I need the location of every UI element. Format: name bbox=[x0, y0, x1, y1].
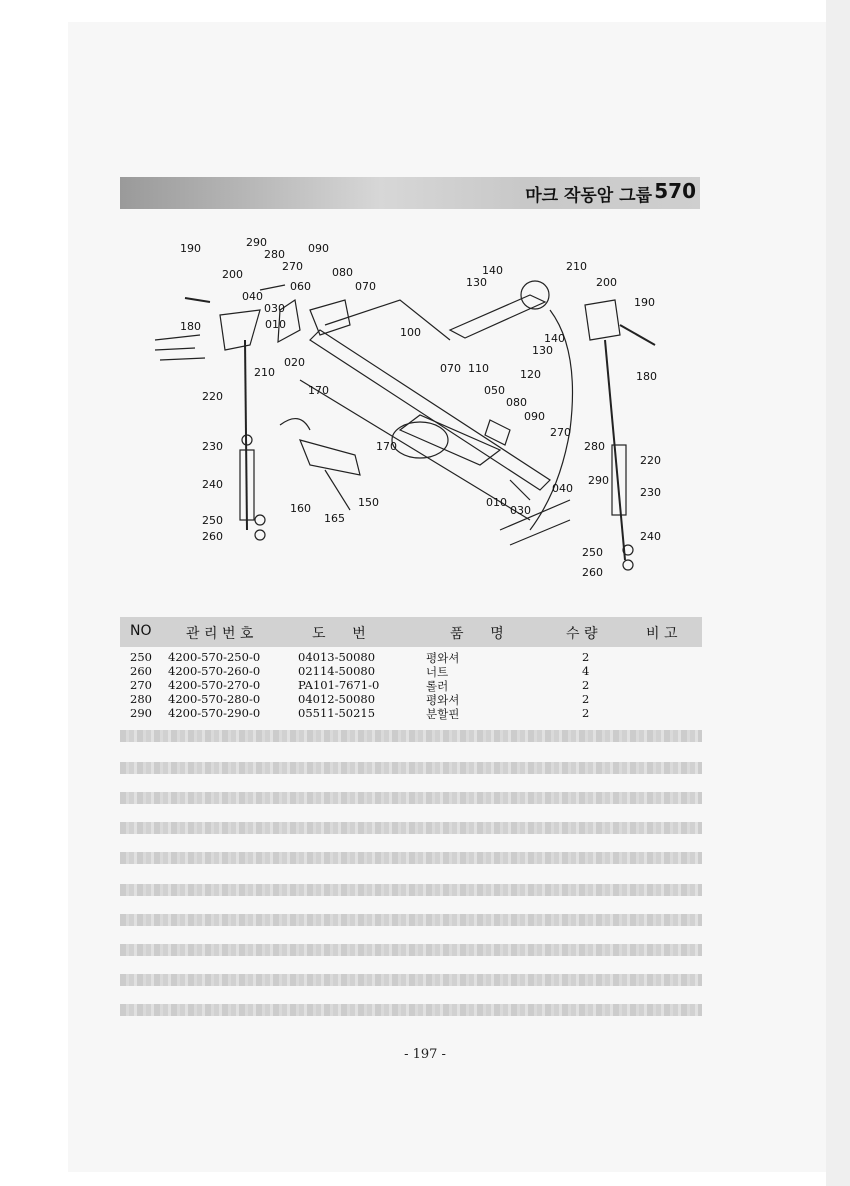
cell-part-name: 롤러 bbox=[426, 679, 449, 693]
callout: 180 bbox=[636, 370, 657, 383]
callout: 250 bbox=[202, 514, 223, 527]
callout: 290 bbox=[246, 236, 267, 249]
redacted-row bbox=[120, 762, 702, 774]
callout: 170 bbox=[308, 384, 329, 397]
callout: 170 bbox=[376, 440, 397, 453]
header-qty: 수 량 bbox=[566, 626, 598, 642]
callout: 080 bbox=[332, 266, 353, 279]
callout: 190 bbox=[180, 242, 201, 255]
callout: 130 bbox=[532, 344, 553, 357]
callout: 220 bbox=[202, 390, 223, 403]
diagram-svg bbox=[150, 230, 690, 590]
callout: 140 bbox=[544, 332, 565, 345]
callout: 020 bbox=[284, 356, 305, 369]
table-row bbox=[120, 692, 702, 706]
header-part-name: 품 명 bbox=[450, 626, 504, 642]
callout: 120 bbox=[520, 368, 541, 381]
header-mgmt-no: 관 리 번 호 bbox=[186, 626, 254, 642]
page-number: - 197 - bbox=[404, 1047, 446, 1062]
callout: 070 bbox=[440, 362, 461, 375]
header-remarks: 비 고 bbox=[646, 626, 678, 642]
cell-mgmt-no: 4200-570-280-0 bbox=[168, 692, 261, 706]
callout: 190 bbox=[634, 296, 655, 309]
callout: 090 bbox=[524, 410, 545, 423]
callout: 270 bbox=[550, 426, 571, 439]
callout: 010 bbox=[265, 318, 286, 331]
table-row bbox=[120, 678, 702, 692]
callout: 030 bbox=[510, 504, 531, 517]
cell-drawing-no: PA101-7671-0 bbox=[298, 678, 380, 692]
diagram-callouts bbox=[180, 236, 661, 579]
group-code: 570 bbox=[654, 179, 696, 203]
redacted-row bbox=[120, 974, 702, 986]
callout: 150 bbox=[358, 496, 379, 509]
redacted-row bbox=[120, 852, 702, 864]
redacted-row bbox=[120, 792, 702, 804]
callout: 040 bbox=[552, 482, 573, 495]
callout: 140 bbox=[482, 264, 503, 277]
redacted-row bbox=[120, 944, 702, 956]
callout: 110 bbox=[468, 362, 489, 375]
scan-edge bbox=[826, 0, 850, 1186]
callout: 050 bbox=[484, 384, 505, 397]
callout: 200 bbox=[596, 276, 617, 289]
redacted-row bbox=[120, 1004, 702, 1016]
cell-qty: 2 bbox=[582, 706, 590, 720]
exploded-parts-diagram bbox=[150, 230, 690, 590]
header-drawing-no: 도 번 bbox=[312, 626, 366, 642]
diagram-linework bbox=[155, 281, 655, 570]
table-row bbox=[120, 650, 702, 664]
redacted-row bbox=[120, 914, 702, 926]
callout: 160 bbox=[290, 502, 311, 515]
callout: 270 bbox=[282, 260, 303, 273]
callout: 230 bbox=[202, 440, 223, 453]
callout: 240 bbox=[640, 530, 661, 543]
callout: 250 bbox=[582, 546, 603, 559]
cell-part-name: 너트 bbox=[426, 665, 449, 679]
cell-mgmt-no: 4200-570-270-0 bbox=[168, 678, 261, 692]
cell-drawing-no: 04012-50080 bbox=[298, 692, 376, 706]
callout: 010 bbox=[486, 496, 507, 509]
callout: 180 bbox=[180, 320, 201, 333]
cell-drawing-no: 04013-50080 bbox=[298, 650, 376, 664]
callout: 165 bbox=[324, 512, 345, 525]
callout: 230 bbox=[640, 486, 661, 499]
cell-no: 250 bbox=[130, 650, 152, 664]
parts-table-body bbox=[120, 650, 702, 720]
callout: 030 bbox=[264, 302, 285, 315]
cell-no: 290 bbox=[130, 706, 152, 720]
callout: 080 bbox=[506, 396, 527, 409]
callout: 060 bbox=[290, 280, 311, 293]
callout: 130 bbox=[466, 276, 487, 289]
callout: 290 bbox=[588, 474, 609, 487]
cell-qty: 2 bbox=[582, 678, 590, 692]
callout: 210 bbox=[254, 366, 275, 379]
parts-table-header bbox=[120, 617, 702, 647]
header-no: NO bbox=[130, 623, 152, 639]
section-title: 마크 작동암 그룹 bbox=[525, 186, 652, 206]
callout: 040 bbox=[242, 290, 263, 303]
cell-no: 280 bbox=[130, 692, 152, 706]
callout: 200 bbox=[222, 268, 243, 281]
cell-part-name: 분할핀 bbox=[426, 707, 460, 721]
cell-qty: 4 bbox=[582, 664, 590, 678]
redacted-row bbox=[120, 884, 702, 896]
cell-no: 260 bbox=[130, 664, 152, 678]
cell-mgmt-no: 4200-570-260-0 bbox=[168, 664, 261, 678]
callout: 100 bbox=[400, 326, 421, 339]
table-row bbox=[120, 664, 702, 678]
cell-no: 270 bbox=[130, 678, 152, 692]
table-row bbox=[120, 706, 702, 720]
callout: 220 bbox=[640, 454, 661, 467]
cell-qty: 2 bbox=[582, 650, 590, 664]
callout: 210 bbox=[566, 260, 587, 273]
redacted-row bbox=[120, 730, 702, 742]
cell-part-name: 평와셔 bbox=[426, 651, 460, 665]
cell-drawing-no: 05511-50215 bbox=[298, 706, 376, 720]
cell-part-name: 평와셔 bbox=[426, 693, 460, 707]
callout: 280 bbox=[584, 440, 605, 453]
cell-qty: 2 bbox=[582, 692, 590, 706]
cell-drawing-no: 02114-50080 bbox=[298, 664, 376, 678]
callout: 070 bbox=[355, 280, 376, 293]
cell-mgmt-no: 4200-570-290-0 bbox=[168, 706, 261, 720]
callout: 260 bbox=[582, 566, 603, 579]
cell-mgmt-no: 4200-570-250-0 bbox=[168, 650, 261, 664]
callout: 280 bbox=[264, 248, 285, 261]
callout: 260 bbox=[202, 530, 223, 543]
callout: 090 bbox=[308, 242, 329, 255]
section-header-band bbox=[120, 177, 700, 209]
redacted-row bbox=[120, 822, 702, 834]
callout: 240 bbox=[202, 478, 223, 491]
